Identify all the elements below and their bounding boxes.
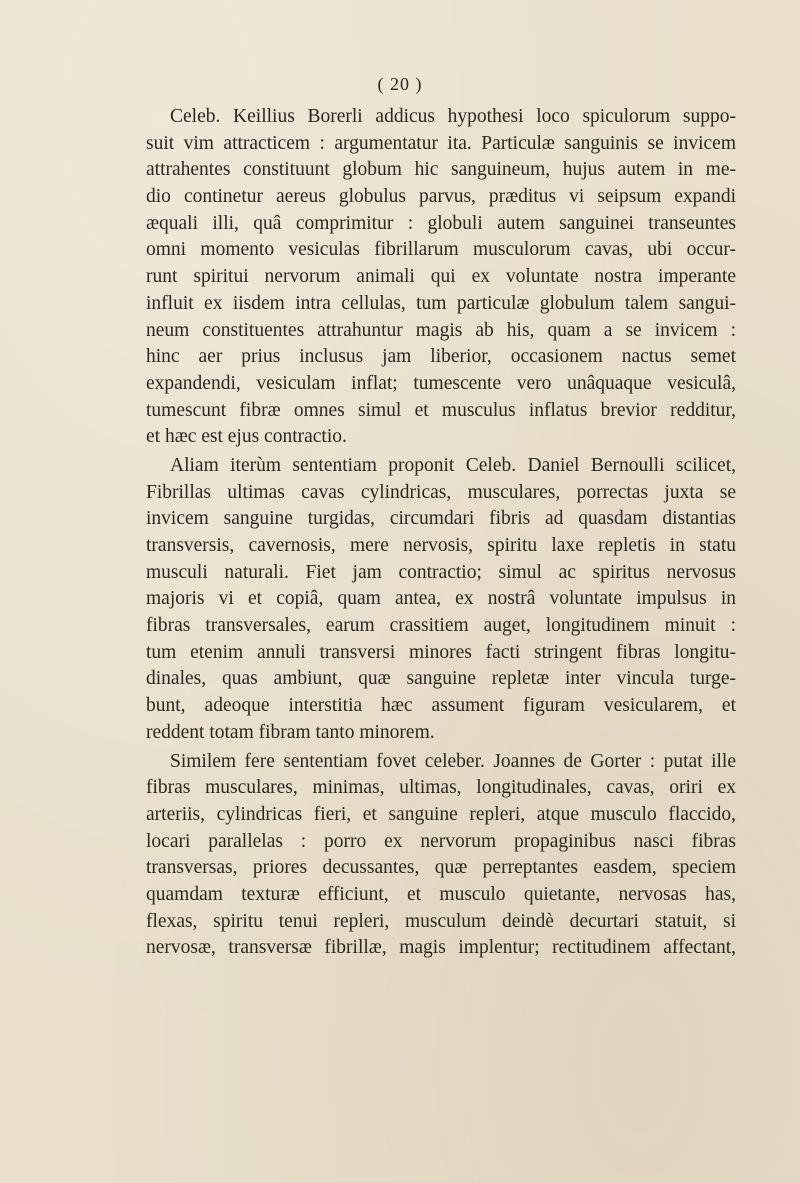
text-line: Similem fere sententiam fovet celeber. Joannes de Gorter : putat ille [170, 750, 736, 772]
paragraph [146, 104, 736, 451]
text-line: æquali illi, quâ comprimitur : globuli autem sanguinei transeuntes [146, 212, 736, 234]
text-line: tum etenim annuli transversi minores facti stringent fibras longitu- [146, 641, 736, 663]
text-line: Fibrillas ultimas cavas cylindricas, musculares, porrectas juxta se [146, 481, 736, 503]
text-line: dio continetur aereus globulus parvus, præditus vi seipsum expandi [146, 186, 736, 208]
text-line: influit ex iisdem intra cellulas, tum particulæ globulum talem sangui- [146, 292, 736, 314]
text-line: transversis, cavernosis, mere nervosis, spiritu laxe repletis in statu [146, 535, 736, 556]
text-line: runt spiritui nervorum animali qui ex voluntate nostra imperante [146, 266, 736, 288]
text-line: locari parallelas : porro ex nervorum propaginibus nasci fibras [146, 830, 736, 852]
text-line: reddent totam fibram tanto minorem. [146, 721, 435, 743]
page-number: ( 20 ) [377, 74, 423, 94]
text-line: bunt, adeoque interstitia hæc assument figuram vesicularem, et [146, 695, 736, 717]
text-line: flexas, spiritu tenui repleri, musculum deindè decurtari statuit, si [146, 910, 736, 932]
text-line: attrahentes constituunt globum hic sanguineum, hujus autem in me- [146, 159, 736, 181]
text-line: expandendi, vesiculam inflat; tumescente vero unâquaque vesiculâ, [146, 372, 736, 394]
text-line: hinc aer prius inclusus jam liberior, occasionem nactus semet [146, 346, 736, 368]
text-line: et hæc est ejus contractio. [146, 426, 347, 448]
text-line: omni momento vesiculas fibrillarum musculorum cavas, ubi occur- [146, 239, 736, 261]
text-line: musculi naturali. Fiet jam contractio; simul ac spiritus nervosus [146, 561, 736, 583]
text-line: tumescunt fibræ omnes simul et musculus inflatus brevior redditur, [146, 399, 736, 421]
text-line: nervosæ, transversæ fibrillæ, magis implentur; rectitudinem affectant, [146, 937, 736, 959]
text-line: arteriis, cylindricas fieri, et sanguine repleri, atque musculo flaccido, [146, 803, 736, 825]
text-line: Aliam iterùm sententiam proponit Celeb. Daniel Bernoulli scilicet, [170, 454, 736, 476]
text-line: neum constituentes attrahuntur magis ab his, quam a se invicem : [146, 319, 736, 341]
text-line: transversas, priores decussantes, quæ perreptantes easdem, speciem [146, 857, 736, 879]
text-line: fibras transversales, earum crassitiem auget, longitudinem minuit : [146, 615, 736, 637]
text-body [146, 104, 736, 962]
text-line: Celeb. Keillius Borerli addicus hypothesi loco spiculorum suppo- [170, 106, 736, 127]
paragraph [146, 749, 736, 963]
text-line: dinales, quas ambiunt, quæ sanguine repletæ inter vincula turge- [146, 668, 736, 690]
text-line: invicem sanguine turgidas, circumdari fibris ad quasdam distantias [146, 508, 736, 530]
text-line: suit vim attracticem : argumentatur ita. Particulæ sanguinis se invicem [146, 132, 736, 154]
text-line: majoris vi et copiâ, quam antea, ex nostrâ voluntate impulsus in [146, 588, 736, 610]
text-line: quamdam texturæ efficiunt, et musculo quietante, nervosas has, [146, 883, 736, 905]
paragraph [146, 453, 736, 747]
text-line: fibras musculares, minimas, ultimas, longitudinales, cavas, oriri ex [146, 777, 736, 799]
